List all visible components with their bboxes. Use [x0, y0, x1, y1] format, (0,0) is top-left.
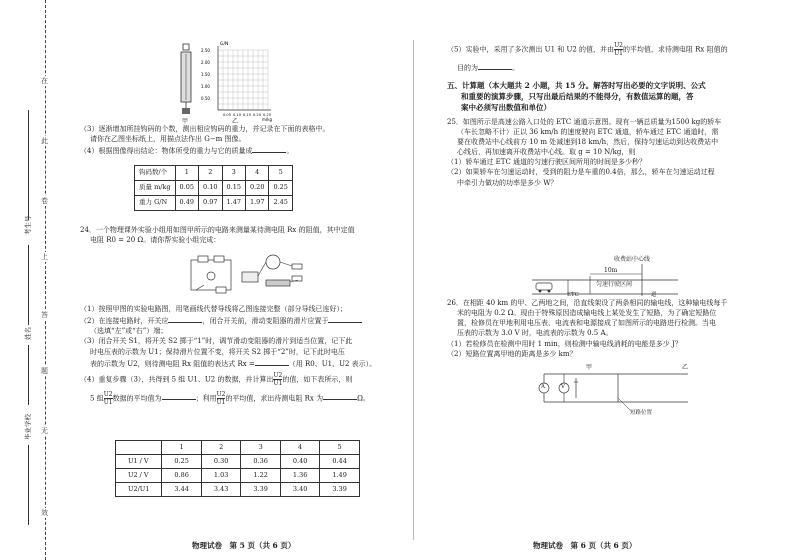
table-cell: 0.20: [245, 181, 268, 196]
etc-etc-label: ETC: [567, 292, 579, 298]
table-row: [116, 455, 360, 469]
q24-5a: （5）实验中，采用了多次测出 U1 和 U2 的值，并由: [447, 45, 615, 54]
answer-blank[interactable]: [252, 144, 286, 153]
frac-num: U2: [614, 42, 623, 49]
name-label: 姓名: [24, 327, 32, 340]
table-cell: 0.15: [222, 181, 245, 196]
y-axis-label: G/N: [220, 42, 229, 47]
x-tick-label: 0.10: [233, 113, 242, 117]
y-tick-label: 0.50: [201, 96, 210, 101]
table-cell: [116, 441, 162, 455]
q24-2: [80, 314, 410, 326]
g-m-graph: [200, 40, 272, 122]
figure-label-yi: 乙: [232, 118, 239, 125]
answer-blank[interactable]: [255, 357, 289, 366]
q23-3a: （3）逐渐增加所挂钩码的个数，测出相应钩码的重力，并记录在下面的表格中。: [80, 125, 330, 133]
y-tick-label: 2.00: [201, 60, 210, 65]
circuit-jia-label: 甲: [586, 364, 593, 371]
table-cell: 1.36: [280, 469, 319, 483]
q25-d: 心线后，再加速离开收费站中心线。取 g = 10 N/kg，则: [457, 148, 636, 157]
table-cell: 0.25: [162, 455, 201, 469]
short-position-label: 短路位置: [630, 410, 653, 416]
page-footer-left: 物理试卷 第 5 页（共 6 页）: [192, 541, 296, 550]
y-tick-label: 2.50: [201, 48, 210, 53]
circuit-figure-yi: [238, 250, 308, 302]
info-line: [28, 110, 30, 220]
ammeter-label: A: [541, 384, 545, 390]
table-cell: 0.49: [175, 196, 198, 211]
table-cell: 3.40: [280, 483, 319, 497]
frac-num: U2: [216, 390, 226, 398]
circuit-figure-jia: [186, 252, 236, 302]
y-tick-label: 1.00: [201, 84, 210, 89]
etc-dist-label: 10m: [604, 267, 618, 274]
q24-1: （1）按照甲图的实验电路图，用笔画线代替导线将乙图连接完整（部分导线已连好）；: [80, 305, 347, 313]
info-line: [28, 445, 30, 525]
table-cell: 0.44: [320, 455, 359, 469]
table-cell: 2.45: [269, 196, 292, 211]
binding-char: 卷: [41, 197, 48, 205]
table-cell: 0.40: [280, 455, 319, 469]
q24-5c: 目的为: [457, 64, 478, 72]
q26-1: （1）若检修员在检测中用时 1 min，则检测中输电线消耗的电能是多少 J？: [447, 339, 682, 348]
table-cell: 0.86: [162, 469, 201, 483]
table-cell: U1 / V: [116, 455, 162, 469]
section5-c: 案中必须写出数值和单位）: [461, 102, 551, 112]
q23-4-end: 。: [286, 147, 294, 156]
table-cell: 钩码数/个: [135, 166, 176, 181]
x-axis-label: m/kg: [262, 117, 272, 122]
q24-5d: 。: [512, 64, 519, 72]
q24-2b: ，闭合开关前，滑动变阻器的滑片应置于: [202, 317, 329, 326]
school-label: 毕业学校: [24, 414, 32, 440]
table-cell: 3.39: [320, 483, 359, 497]
table-cell: 3: [222, 166, 245, 181]
q23-4-text: （4）根据图像得出结论：物体所受的重力与它的质量成: [80, 147, 253, 156]
spring-scale-figure: [176, 42, 198, 122]
answer-blank[interactable]: [328, 314, 362, 323]
q26-a: 26．在相距 40 km 的甲、乙两地之间，沿直线架设了两条相同的输电线，这种输电线每千: [447, 299, 728, 307]
q25-2a: （2）如果轿车在匀速运动时，受到的阻力是车重的0.4倍，那么，轿车在匀速运动过程: [447, 168, 715, 177]
table-row: [116, 441, 360, 455]
q24-2c: （选填“左”或“右”）端；: [90, 327, 168, 336]
x-tick-label: 0.20: [253, 113, 262, 117]
page-divider: [413, 40, 414, 540]
table-cell: 0.10: [199, 181, 222, 196]
u2-u1-fraction: [273, 372, 282, 387]
q24-a: 24．一个物理课外实验小组用如图甲所示的电路来测量某待测电阻 Rx 的阻值，其中定值: [80, 226, 355, 234]
q24-4f: 的平均值，求出待测电阻 Rx 为: [225, 394, 324, 403]
q23-4: [80, 144, 400, 156]
q24-3d: （用 R0、U1、U2 表示）。: [288, 359, 377, 368]
q23-3b: 请你在乙图坐标纸上，用描点法作出 G−m 图像。: [90, 135, 246, 144]
frac-num: U2: [273, 371, 283, 379]
q24-4d: 数据的平均值为: [112, 394, 162, 403]
table-cell: 1.97: [245, 196, 268, 211]
q24-4-line2: [80, 391, 410, 406]
table-cell: 质量 m/kg: [135, 181, 176, 196]
x-tick-label: 0.15: [243, 113, 252, 117]
table-cell: 3.43: [201, 483, 240, 497]
table-cell: 3.44: [162, 483, 201, 497]
x-tick-label: 0.25: [263, 113, 272, 117]
etc-zone-label: 匀速行驶区间: [596, 281, 633, 288]
mass-weight-table: [134, 165, 293, 211]
binding-char: 上: [41, 253, 48, 261]
table-row: [135, 181, 293, 196]
table-cell: 1.49: [320, 469, 359, 483]
page-footer-right: 物理试卷 第 6 页（共 6 页）: [533, 541, 637, 550]
binding-char: 题: [41, 367, 48, 375]
student-id-label: 考生号: [24, 215, 32, 235]
q24-b: 电阻 R0 = 20 Ω。请你帮实验小组完成：: [90, 236, 221, 245]
frac-den: U1: [273, 379, 283, 387]
q24-3c: 表的示数为 U2，则待测电阻 Rx 阻值的表达式 Rx =: [90, 359, 255, 368]
table-row: [116, 469, 360, 483]
table-cell: U2/U1: [116, 483, 162, 497]
q24-5-line2: [447, 61, 787, 73]
table-cell: 1: [175, 166, 198, 181]
q25-a: 25．如图所示是高速公路入口处的 ETC 通道示意图。现有一辆总质量为1500 kg的轿车: [447, 117, 722, 126]
q24-3a: （3）闭合开关 S1，将开关 S2 掷于“1”时，调节滑动变阻器的滑片到适当位置，记下此: [80, 337, 353, 346]
binding-char: 效: [41, 509, 48, 517]
q24-4g: Ω。: [357, 394, 370, 403]
q26-d: 压表的示数为 3.0 V 时，电流表的示数为 0.5 A。: [457, 329, 613, 338]
table-cell: 1.22: [241, 469, 280, 483]
section5-b: 和重要的演算步骤，只写出最后结果的不能得分，有数值运算的题，答: [461, 92, 694, 102]
q25-c: 要在收费站中心线前方 10 m 处减速到18 km/h，然后，保持匀速运动到达收费站中: [457, 138, 719, 147]
frac-den: U1: [216, 398, 226, 406]
frac-den: U1: [103, 398, 113, 406]
answer-blank[interactable]: [168, 314, 202, 323]
table-row: [135, 196, 293, 211]
table-cell: 5: [320, 441, 359, 455]
table-cell: 3.39: [241, 483, 280, 497]
u2-u1-fraction: [104, 391, 113, 406]
binding-char: 在: [41, 77, 48, 85]
table-cell: 0.36: [241, 455, 280, 469]
table-cell: 1.03: [201, 469, 240, 483]
table-cell: 4: [280, 441, 319, 455]
answer-blank[interactable]: [478, 61, 512, 70]
q25-2b: 中牵引力做功的功率是多少 W？: [457, 178, 558, 187]
q24-5-line1: [447, 42, 787, 57]
binding-char: 此: [41, 137, 48, 145]
voltage-table: [115, 440, 360, 497]
table-cell: 1.47: [222, 196, 245, 211]
q24-5b: 的平均值，求待测电阻 Rx 阻值的: [622, 45, 728, 54]
q24-2a: （2）在连接电路时，开关应: [80, 317, 169, 326]
table-cell: 0.25: [269, 181, 292, 196]
q24-3: [80, 357, 410, 369]
answer-blank[interactable]: [323, 391, 357, 400]
table-cell: 3: [241, 441, 280, 455]
table-cell: U2 / V: [116, 469, 162, 483]
table-cell: 2: [199, 166, 222, 181]
table-cell: 4: [245, 166, 268, 181]
table-cell: 重力 G/N: [135, 196, 176, 211]
answer-blank[interactable]: [162, 391, 196, 400]
table-cell: 0.97: [199, 196, 222, 211]
short-circuit-figure: [538, 368, 698, 416]
q25-b: （车长忽略不计）正以 36 km/h 的速度驶向 ETC 通道，轿车通过 ETC 通道时，需: [457, 127, 719, 136]
voltmeter-label: V: [561, 384, 565, 390]
table-cell: 0.30: [201, 455, 240, 469]
y-tick-label: 1.50: [201, 72, 210, 77]
binding-char: 无: [41, 427, 48, 435]
q24-4a: （4）重复步骤（3），共得到 5 组 U1、U2 的数据，并计算出: [80, 375, 274, 384]
etc-center-label: 收费站中心线: [614, 256, 651, 263]
q24-4e: ；利用: [195, 394, 217, 403]
circuit-yi-label: 乙: [682, 364, 689, 371]
info-line: [28, 345, 30, 405]
etc-lane-label: 道: [651, 292, 657, 298]
table-row: [135, 166, 293, 181]
table-cell: 5: [269, 166, 292, 181]
q26-c: 置，检修员在甲地利用电压表、电流表和电源接成了如图所示的电路进行检测。当电: [457, 319, 716, 328]
table-cell: 0.05: [175, 181, 198, 196]
section5-a: 五、计算题（本大题共 2 小题，共 15 分。解答时写出必要的文字说明、公式: [447, 81, 706, 91]
frac-den: U1: [614, 50, 623, 57]
figure-label-jia: 甲: [182, 118, 189, 125]
frac-num: U2: [103, 390, 113, 398]
table-cell: 2: [201, 441, 240, 455]
q24-3b: 时电压表的示数为 U1；保持滑片位置不变，将开关 S2 掷于“2”时，记下此时电压: [90, 347, 345, 356]
binding-char: 答: [41, 311, 48, 319]
info-line: [28, 245, 30, 325]
table-row: [116, 483, 360, 497]
q24-4-line1: [80, 372, 410, 387]
x-tick-label: 0.05: [223, 113, 232, 117]
u2-u1-fraction: [614, 42, 623, 57]
q24-4c: 5 组: [90, 394, 104, 403]
table-cell: 1: [162, 441, 201, 455]
q24-4b: 的值，如下表所示，则: [282, 375, 353, 384]
q25-1: （1）轿车通过 ETC 通道的匀速行驶区间所用的时间是多少秒？: [447, 158, 647, 167]
q26-2: （2）短路位置离甲地的距离是多少 km？: [447, 349, 577, 358]
q26-b: 米的电阻为 0.2 Ω。现由于特殊原因造成输电线上某处发生了短路，为了确定短路位: [457, 309, 717, 318]
